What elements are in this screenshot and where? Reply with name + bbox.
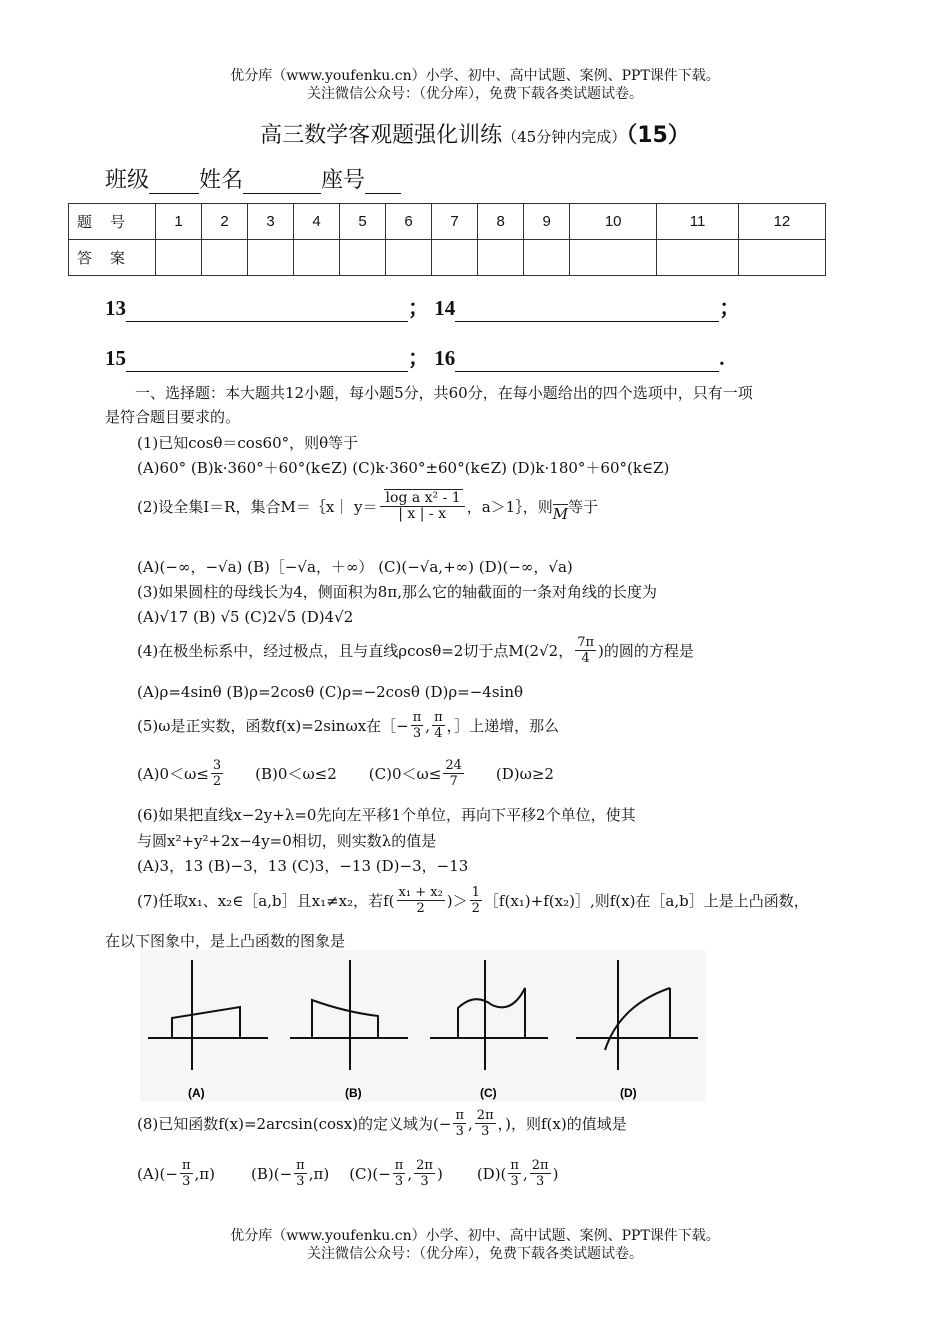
fill-sep: ； (408, 296, 429, 320)
q5-oa-frac (211, 758, 223, 789)
q7-mid-num: x₁ + x₂ (398, 885, 443, 900)
q8-oa-den: 3 (182, 1174, 191, 1189)
graph-label-a: (A) (188, 1086, 205, 1100)
name-blank[interactable] (243, 193, 321, 194)
q5-option-b: (B)0＜ω≤2 (255, 764, 337, 783)
col-11: 11 (657, 204, 739, 240)
fill-sep: ； (719, 296, 741, 320)
q4-options: (A)ρ=4sinθ (B)ρ=2cosθ (C)ρ=−2cosθ (D)ρ=−4sinθ (137, 683, 524, 701)
title-main: 高三数学客观题强化训练 (260, 123, 503, 148)
q8-ob-num: π (296, 1158, 305, 1173)
fill-sep: ； (408, 346, 429, 370)
q4-stem-b: )的圆的方程是 (598, 641, 694, 660)
col-3: 3 (248, 204, 294, 240)
q4-stem (137, 635, 694, 666)
fill-blank-16[interactable] (455, 349, 719, 372)
q8-frac-2 (475, 1108, 496, 1139)
q1-stem: (1)已知cosθ＝cos60°，则θ等于 (137, 434, 359, 452)
q5-f1-den: 3 (412, 726, 422, 741)
q4-frac-den: 4 (581, 651, 590, 666)
fill-row-1 (105, 292, 740, 322)
q5-f2-num: π (434, 710, 443, 725)
q8-stem-b: ，)，则f(x)的值域是 (497, 1114, 627, 1133)
q7-graphs (140, 950, 706, 1102)
fill-label-15: 15 (105, 346, 126, 370)
q8-frac-1 (453, 1108, 466, 1139)
col-10: 10 (570, 204, 657, 240)
q8-od-frac-1 (508, 1158, 521, 1189)
q7-frac-mid (397, 885, 445, 916)
q8-f2-num: 2π (476, 1108, 494, 1123)
q5-option-c: (C)0＜ω≤ (368, 764, 442, 783)
q8-options: (A)(− $\frac{\pi}{3}$ ,π) (B)(− $\frac{\pi}{3}$ ,π) (C)(− $\frac{\pi}{3}$ , $\frac{2\pi}{3}$ ) (D)( $\frac{\pi}{3}$ , $\frac{2\pi}{3}$ ) (137, 1158, 559, 1189)
q7-half-num: 1 (471, 885, 480, 900)
q5-oa-num: 3 (212, 758, 222, 773)
answer-cell[interactable] (340, 240, 386, 276)
seat-label: 座号 (321, 168, 366, 193)
col-4: 4 (294, 204, 340, 240)
graph-label-d: (D) (620, 1086, 637, 1100)
q8-od-den-2: 3 (536, 1174, 545, 1189)
q8-od-den: 3 (510, 1174, 519, 1189)
q7-stem-c: ［f(x₁)+f(x₂)］,则f(x)在［a,b］上是上凸函数， (483, 891, 809, 910)
answer-cell[interactable] (478, 240, 524, 276)
q8-oa-end: ,π) (194, 1164, 215, 1183)
q8-oc-den-2: 3 (420, 1174, 429, 1189)
q7-line-2: 在以下图象中，是上凸函数的图象是 (105, 932, 346, 950)
footer-line-1: 优分库（www.youfenku.cn）小学、初中、高中试题、案例、PPT课件下载。 (230, 1228, 720, 1244)
q5-stem-b: ，］上递增，那么 (446, 716, 560, 735)
fill-label-14: 14 (434, 296, 456, 320)
q8-oc-den: 3 (394, 1174, 404, 1189)
q5-option-a: (A)0＜ω≤ (137, 764, 209, 783)
q8-ob-den: 3 (296, 1174, 305, 1189)
q5-f1-num: π (412, 710, 422, 725)
q8-oa-num: π (181, 1158, 191, 1173)
page-title (0, 118, 950, 149)
q5-option-d: (D)ω≥2 (495, 764, 554, 783)
col-6: 6 (386, 204, 432, 240)
q8-oc-frac-1 (393, 1158, 406, 1189)
q5-oa-den: 2 (212, 774, 222, 789)
row-label-question: 题号 (69, 204, 156, 240)
answer-cell[interactable] (524, 240, 570, 276)
col-7: 7 (432, 204, 478, 240)
q8-option-d: (D)( (476, 1164, 507, 1183)
q7-stem (137, 885, 809, 916)
q8-option-c: (C)(− (349, 1164, 391, 1183)
answer-cell[interactable] (248, 240, 294, 276)
q7-stem-a: (7)任取x₁、x₂∈［a,b］且x₁≠x₂，若f( (137, 891, 395, 910)
q8-option-a: (A)(− (137, 1164, 178, 1183)
q8-od-frac-2 (530, 1158, 551, 1189)
q8-oc-end: ) (436, 1164, 443, 1183)
q2-stem (137, 490, 598, 523)
q8-od-end: ) (552, 1164, 559, 1183)
q6-line-2: 与圆x²+y²+2x−4y=0相切，则实数λ的值是 (137, 832, 437, 850)
q2-stem-c: 等于 (568, 497, 599, 516)
q8-ob-frac (294, 1158, 307, 1189)
q2-options: (A)(−∞，−√a) (B)［−√a，＋∞） (C)(−√a,+∞) (D)(−∞，√a) (137, 558, 573, 576)
col-1: 1 (156, 204, 202, 240)
q5-options (137, 758, 554, 789)
q2-m-bar: M (552, 505, 569, 523)
q8-oc-num: π (394, 1158, 404, 1173)
col-8: 8 (478, 204, 524, 240)
q5-oc-frac (443, 758, 464, 789)
col-5: 5 (340, 204, 386, 240)
q2-fraction (380, 491, 465, 522)
q2-sqrt-numerator: log a x² - 1 (385, 490, 461, 506)
q8-stem-a: (8)已知函数f(x)=2arcsin(cosx)的定义域为(− (137, 1114, 452, 1133)
answer-cell[interactable] (657, 240, 739, 276)
q6-line-1: (6)如果把直线x−2y+λ=0先向左平移1个单位，再向下平移2个单位，使其 (137, 806, 636, 824)
graph-label-b: (B) (345, 1086, 362, 1100)
q8-oc-num-2: 2π (416, 1158, 433, 1173)
col-9: 9 (524, 204, 570, 240)
q5-frac-1 (411, 710, 424, 741)
q4-frac-num: 7π (577, 635, 595, 650)
header-line-1: 优分库（www.youfenku.cn）小学、初中、高中试题、案例、PPT课件下载。 (230, 68, 720, 84)
fill-blank-15[interactable] (126, 349, 408, 372)
table-row-numbers (69, 204, 826, 240)
q8-f1-num: π (455, 1108, 465, 1123)
q8-f1-den: 3 (455, 1124, 464, 1139)
graph-label-c: (C) (480, 1086, 497, 1100)
q8-oa-frac (180, 1158, 193, 1189)
q7-half-den: 2 (471, 901, 480, 916)
q4-fraction (575, 635, 596, 666)
q8-oc-frac-2 (414, 1158, 435, 1189)
answer-cell[interactable] (386, 240, 432, 276)
fill-blank-14[interactable] (455, 299, 719, 322)
answer-cell[interactable] (202, 240, 248, 276)
q8-f2-den: 3 (481, 1124, 490, 1139)
intro-line-2: 是符合题目要求的。 (105, 408, 241, 426)
answer-cell[interactable] (156, 240, 202, 276)
col-12: 12 (738, 204, 825, 240)
fill-row-2 (105, 342, 725, 372)
title-number: （15） (626, 123, 690, 148)
q8-stem: (8)已知函数f(x)=2arcsin(cosx)的定义域为(− $\frac{\pi}{3}$ , $\frac{2\pi}{3}$ ，)，则f(x)的值域是 (137, 1108, 627, 1139)
q4-stem-a: (4)在极坐标系中，经过极点，且与直线ρcosθ=2切于点M(2√2， (137, 641, 574, 660)
q8-option-b: (B)(− (251, 1164, 293, 1183)
q7-frac-half (470, 885, 482, 916)
q5-stem: (5)ω是正实数，函数f(x)=2sinωx在［− $\frac{\pi}{3}$ , $\frac{\pi}{4}$ ，］上递增，那么 (137, 710, 560, 741)
q2-stem-a: (2)设全集I＝R，集合M＝｛x｜ y＝ (137, 497, 378, 516)
q5-f2-den: 4 (434, 726, 443, 741)
fill-label-16: 16 (434, 346, 456, 370)
answer-cell[interactable] (570, 240, 657, 276)
answer-cell[interactable] (432, 240, 478, 276)
row-label-answer: 答案 (69, 240, 156, 276)
student-info (105, 168, 401, 194)
intro-line-1: 一、选择题：本大题共12小题，每小题5分，共60分，在每小题给出的四个选项中，只有一项 (135, 384, 753, 402)
q2-stem-b: ，a＞1｝，则 (466, 497, 553, 516)
name-label: 姓名 (199, 168, 244, 193)
title-note: （45分钟内完成） (502, 128, 627, 146)
fill-blank-13[interactable] (126, 299, 408, 322)
class-label: 班级 (105, 168, 150, 193)
seat-blank[interactable] (365, 193, 401, 194)
q1-options: (A)60° (B)k·360°＋60°(k∈Z) (C)k·360°±60°(k∈Z) (D)k·180°＋60°(k∈Z) (137, 459, 670, 477)
q7-mid-den: 2 (416, 901, 425, 916)
q2-denominator: | x | - x (398, 506, 446, 522)
answer-table (68, 203, 826, 276)
q3-stem: (3)如果圆柱的母线长为4，侧面积为8π,那么它的轴截面的一条对角线的长度为 (137, 583, 657, 601)
footer-line-2: 关注微信公众号：（优分库），免费下载各类试题试卷。 (307, 1246, 643, 1262)
header-line-2: 关注微信公众号：（优分库），免费下载各类试题试卷。 (307, 86, 643, 102)
table-row-answers (69, 240, 826, 276)
graph-background (140, 950, 706, 1102)
q5-oc-den: 7 (449, 774, 458, 789)
answer-cell[interactable] (738, 240, 825, 276)
col-2: 2 (202, 204, 248, 240)
q8-ob-end: ,π) (308, 1164, 330, 1183)
answer-cell[interactable] (294, 240, 340, 276)
q6-options: (A)3，13 (B)−3，13 (C)3，−13 (D)−3，−13 (137, 857, 469, 875)
fill-end: . (719, 346, 725, 370)
q8-od-num: π (510, 1158, 519, 1173)
q5-stem-a: (5)ω是正实数，函数f(x)=2sinωx在［− (137, 716, 409, 735)
fill-label-13: 13 (105, 296, 126, 320)
q5-oc-num: 24 (445, 758, 462, 773)
q8-od-num-2: 2π (531, 1158, 549, 1173)
class-blank[interactable] (149, 193, 199, 194)
q5-frac-2 (432, 710, 445, 741)
q7-stem-b: )＞ (446, 891, 468, 910)
q3-options: (A)√17 (B) √5 (C)2√5 (D)4√2 (137, 608, 354, 626)
